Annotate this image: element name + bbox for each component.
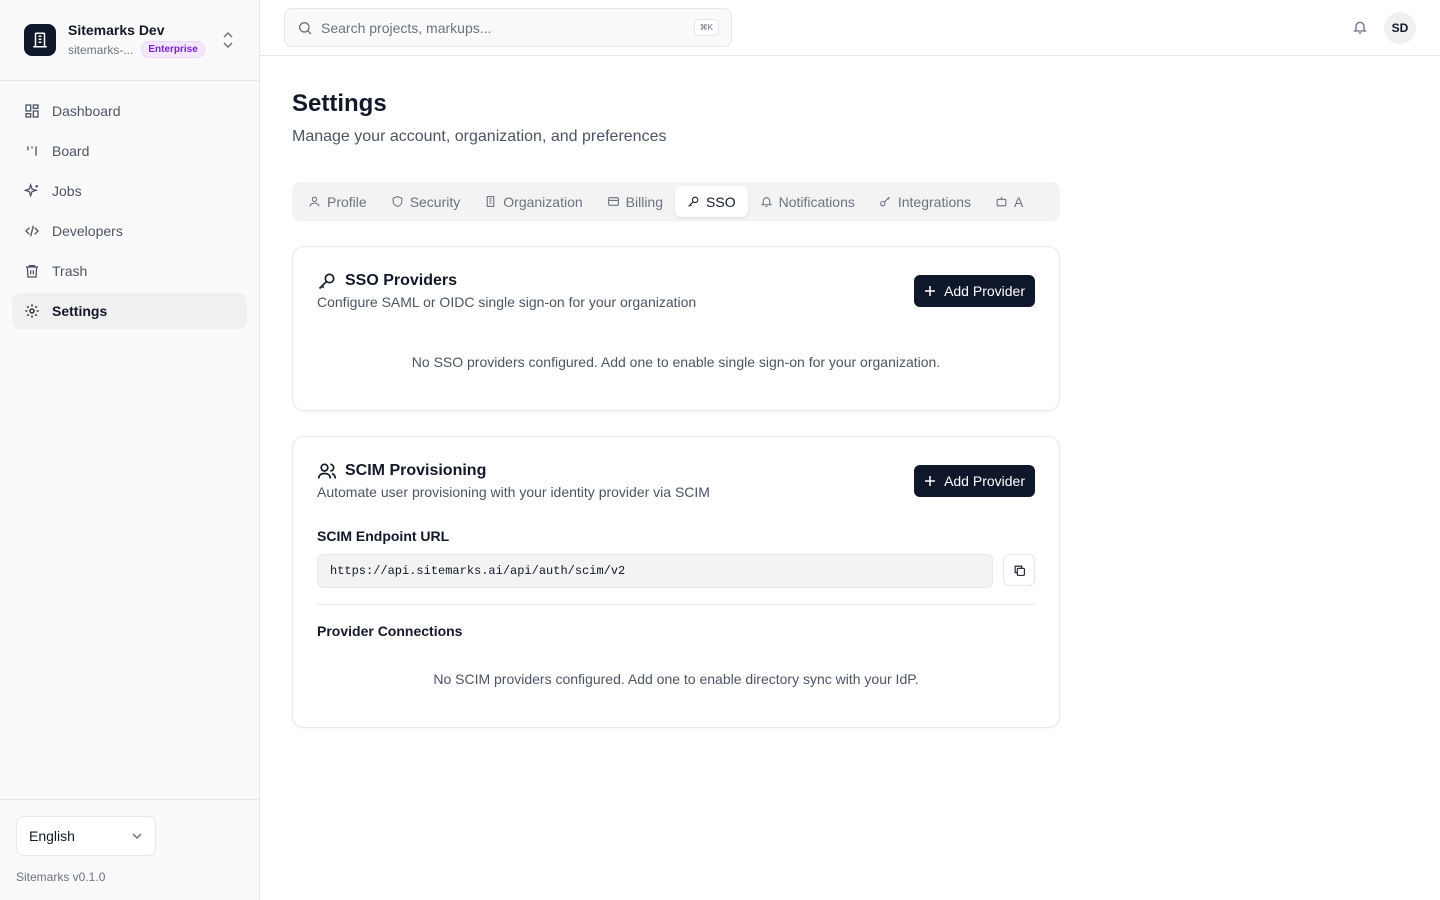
nav-label: Trash (52, 263, 88, 279)
users-icon (317, 461, 337, 481)
language-value: English (29, 828, 75, 844)
copy-icon (1013, 564, 1026, 577)
sidebar-item-settings[interactable] (12, 293, 247, 329)
card-title: SSO Providers (345, 272, 458, 289)
add-scim-provider-button[interactable] (914, 465, 1035, 497)
plan-badge: Enterprise (141, 41, 204, 58)
org-name: Sitemarks Dev (68, 22, 165, 38)
search-input[interactable] (284, 8, 732, 47)
bell-icon[interactable] (1352, 19, 1368, 35)
sidebar (0, 0, 260, 900)
search-placeholder: Search projects, markups... (321, 19, 492, 36)
scim-provisioning-card (292, 436, 1060, 728)
connections-label: Provider Connections (317, 623, 463, 639)
card-title: SCIM Provisioning (345, 462, 487, 479)
settings-tabs (292, 182, 1060, 221)
tab-label: A (1014, 193, 1024, 210)
trash-icon (24, 263, 40, 279)
page-subtitle: Manage your account, organization, and preferences (292, 128, 667, 145)
sso-providers-card (292, 246, 1060, 411)
tab-label: Billing (625, 193, 664, 210)
copy-button[interactable] (1003, 554, 1035, 586)
shield-icon (391, 195, 404, 208)
sparkles-icon (24, 183, 40, 199)
org-slug: sitemarks-... (68, 42, 134, 57)
plus-icon (924, 475, 936, 487)
building-icon (24, 24, 56, 56)
tab-label: SSO (706, 193, 736, 210)
key-icon (317, 271, 337, 291)
credit-card-icon (607, 195, 620, 208)
tab-security[interactable] (379, 186, 473, 217)
card-description: Automate user provisioning with your identity provider via SCIM (317, 484, 710, 500)
scim-endpoint-field[interactable]: https://api.sitemarks.ai/api/auth/scim/v2 (317, 554, 993, 588)
tab-profile[interactable] (296, 186, 379, 217)
button-label: Add Provider (944, 283, 1025, 299)
app-version: Sitemarks v0.1.0 (16, 870, 106, 884)
button-label: Add Provider (944, 473, 1025, 489)
building-icon (484, 195, 497, 208)
endpoint-label: SCIM Endpoint URL (317, 528, 450, 544)
divider (317, 604, 1035, 605)
tab-integrations[interactable] (867, 186, 983, 217)
search-icon (297, 20, 313, 36)
nav-label: Jobs (52, 183, 82, 199)
plus-icon (924, 285, 936, 297)
add-sso-provider-button[interactable] (914, 275, 1035, 307)
sidebar-item-board[interactable] (12, 133, 247, 169)
dashboard-icon (24, 103, 40, 119)
tab-label: Organization (503, 193, 583, 210)
board-icon (24, 143, 40, 159)
nav-label: Settings (52, 303, 108, 319)
key-icon (687, 195, 700, 208)
sidebar-item-trash[interactable] (12, 253, 247, 289)
language-select[interactable] (16, 816, 156, 856)
sidebar-item-developers[interactable] (12, 213, 247, 249)
chevron-down-icon (131, 830, 143, 842)
topbar (260, 0, 1440, 56)
tab-label: Profile (327, 193, 367, 210)
page-title: Settings (292, 90, 387, 117)
card-description: Configure SAML or OIDC single sign-on for your organization (317, 294, 697, 310)
plug-key-icon (879, 195, 892, 208)
org-switcher[interactable] (0, 0, 259, 81)
bell-icon (760, 195, 773, 208)
chevrons-up-down-icon (221, 31, 235, 49)
tab-notifications[interactable] (748, 186, 867, 217)
user-icon (308, 195, 321, 208)
empty-state: No SSO providers configured. Add one to enable single sign-on for your organization. (411, 354, 941, 370)
nav-label: Developers (52, 223, 123, 239)
tab-label: Integrations (897, 193, 972, 210)
empty-state: No SCIM providers configured. Add one to enable directory sync with your IdP. (433, 671, 919, 687)
tab-more[interactable] (983, 186, 1035, 217)
tab-sso[interactable] (675, 186, 748, 217)
code-icon (24, 223, 40, 239)
gear-icon (24, 303, 40, 319)
sidebar-item-jobs[interactable] (12, 173, 247, 209)
tab-organization[interactable] (472, 186, 594, 217)
tab-label: Security (409, 193, 461, 210)
shortcut-hint: ⌘K (694, 19, 719, 36)
nav-label: Dashboard (52, 103, 121, 119)
sidebar-item-dashboard[interactable] (12, 93, 247, 129)
avatar[interactable]: SD (1384, 12, 1416, 44)
tab-label: Notifications (778, 193, 855, 210)
bot-icon (995, 195, 1008, 208)
nav-label: Board (52, 143, 90, 159)
tab-billing[interactable] (595, 186, 675, 217)
